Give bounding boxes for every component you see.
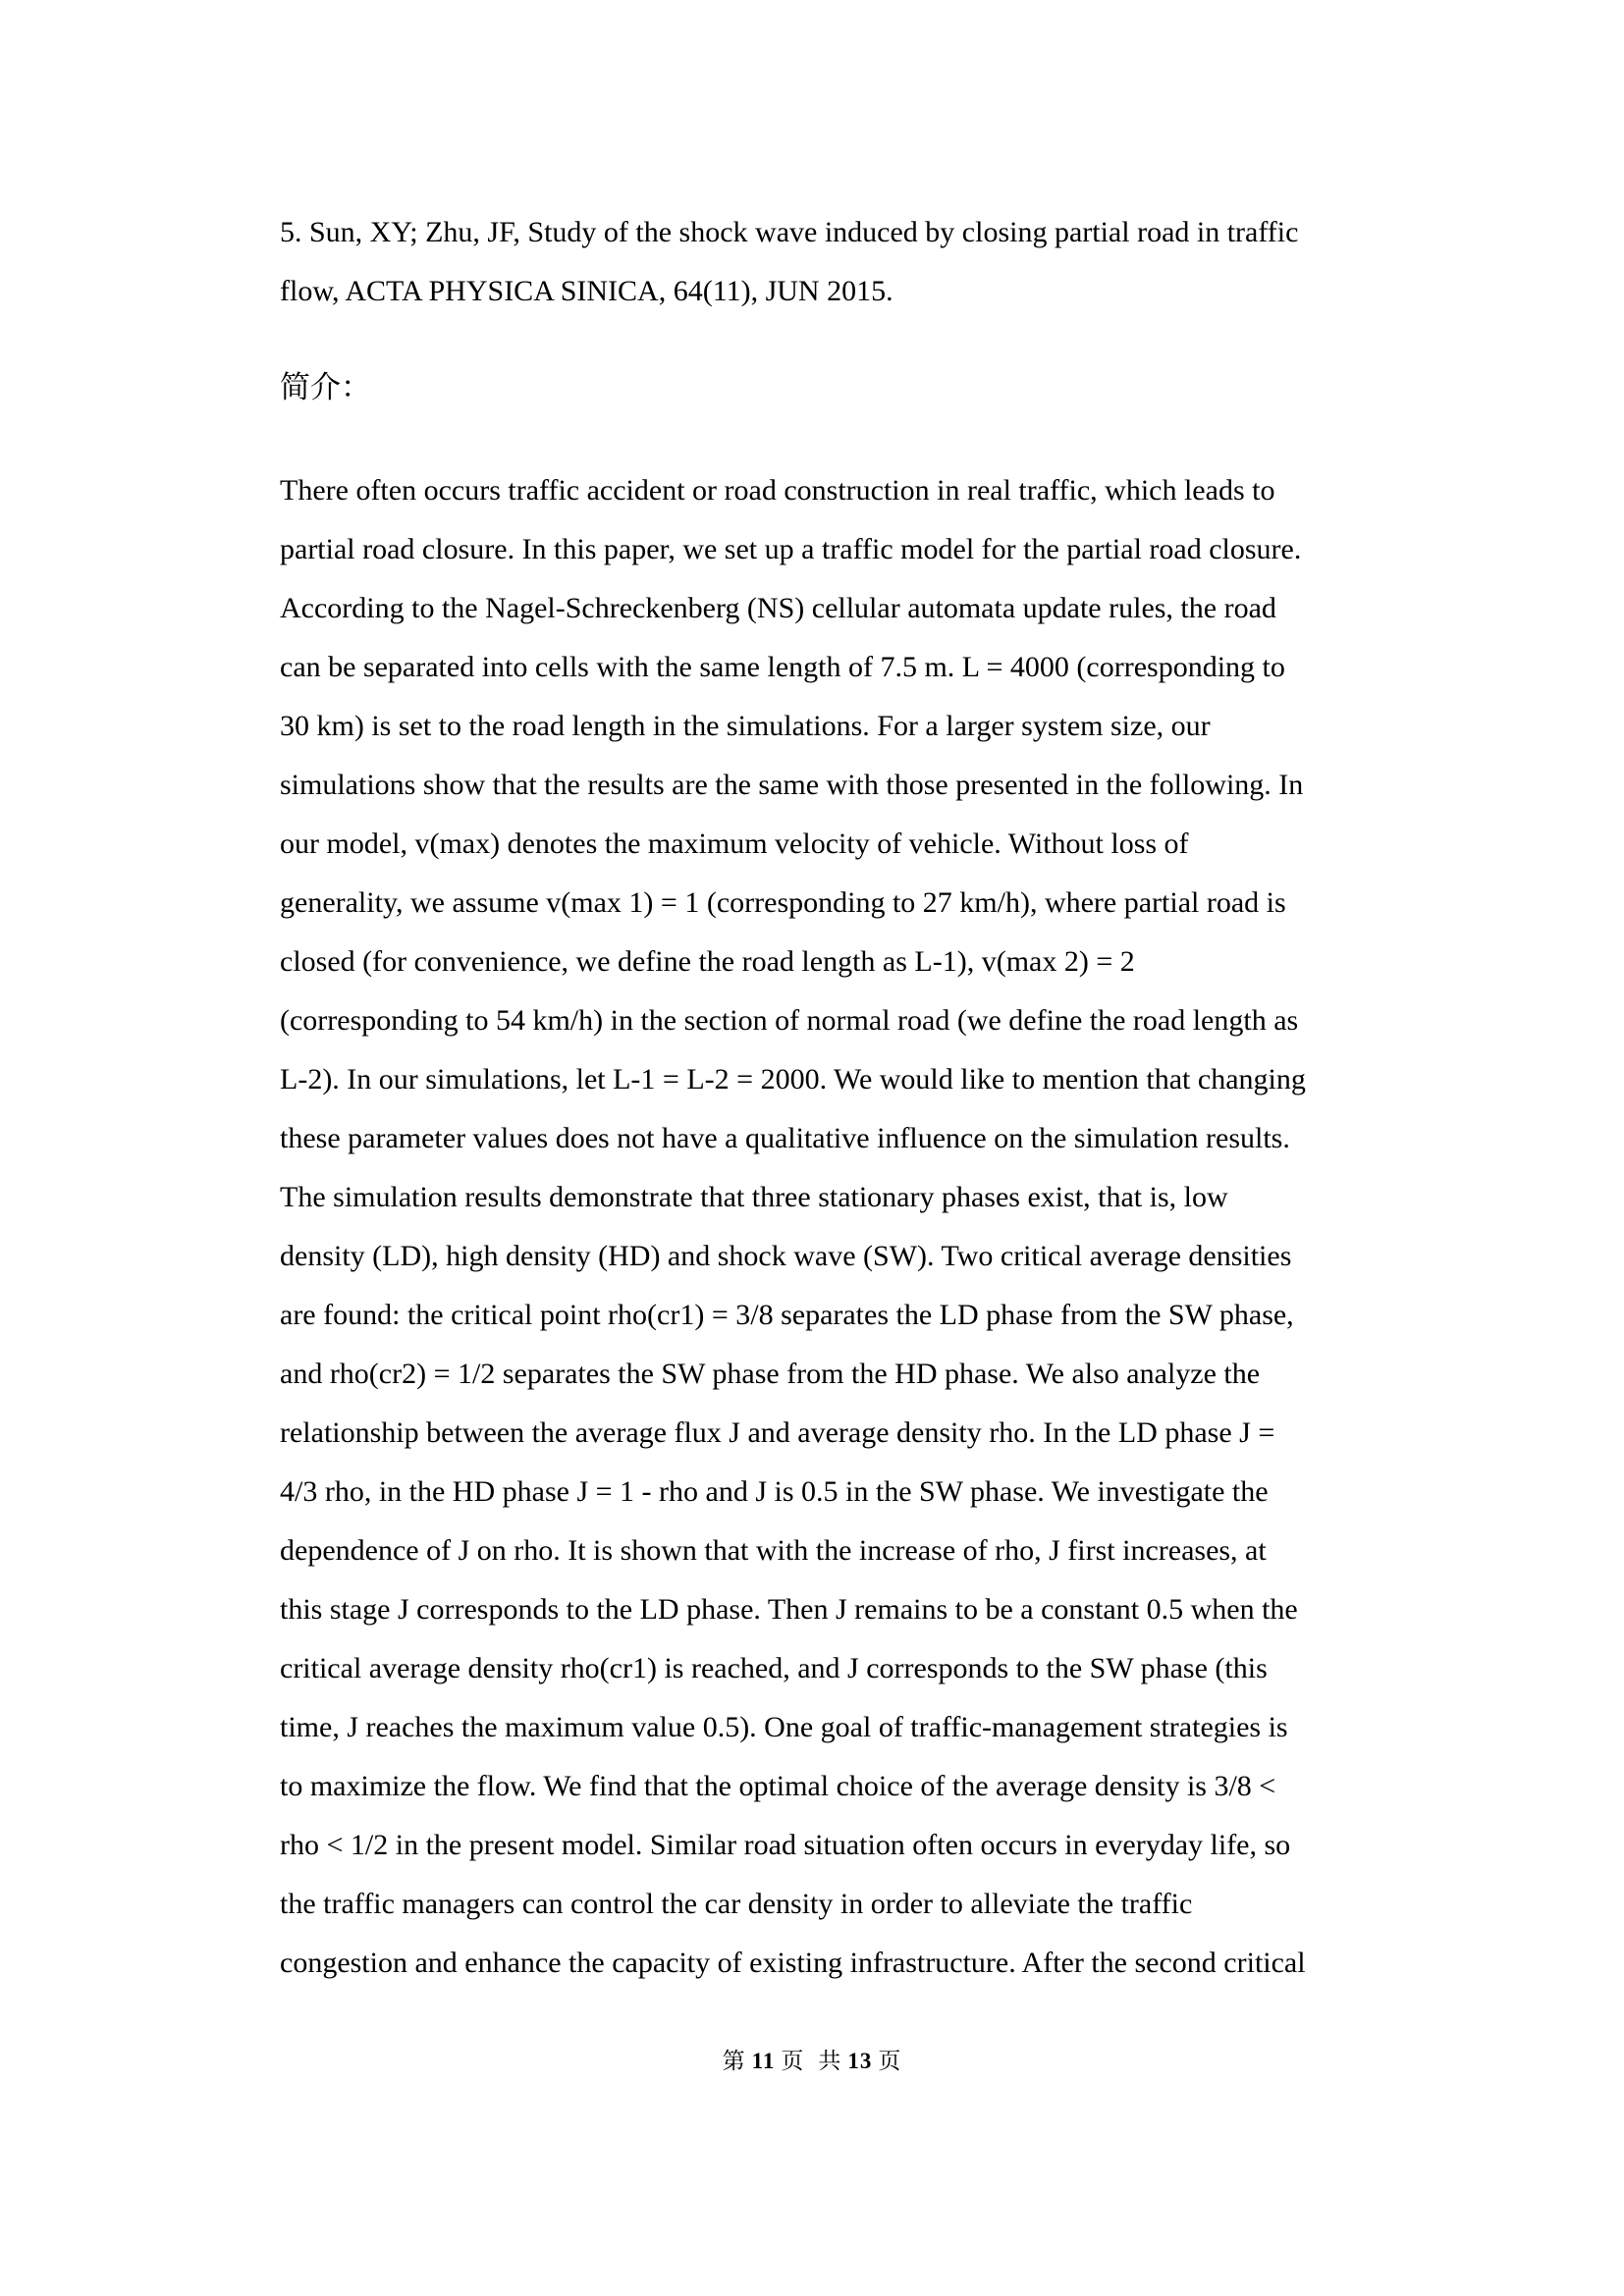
text-line: congestion and enhance the capacity of existing infrastructure. After the second critical (280, 1947, 1306, 1979)
reference-entry (280, 203, 1443, 321)
intro-label: 简介： (280, 370, 371, 404)
text-line: density (LD), high density (HD) and shock wave (SW). Two critical average densities (280, 1240, 1292, 1272)
text-line: closed (for convenience, we define the road length as L-1), v(max 2) = 2 (280, 945, 1135, 978)
abstract-paragraph (280, 461, 1443, 1993)
text-line: L-2). In our simulations, let L-1 = L-2 = 2000. We would like to mention that changing (280, 1063, 1306, 1095)
footer-label-ye: 页 (781, 2049, 805, 2073)
text-line: simulations show that the results are the same with those presented in the following. In (280, 769, 1304, 801)
text-line: (corresponding to 54 km/h) in the section of normal road (we define the road length as (280, 1004, 1299, 1037)
text-line: relationship between the average flux J and average density rho. In the LD phase J = (280, 1416, 1275, 1449)
text-line: the traffic managers can control the car density in order to alleviate the traffic (280, 1888, 1193, 1920)
text-line: and rho(cr2) = 1/2 separates the SW phase from the HD phase. We also analyze the (280, 1358, 1261, 1390)
text-line: are found: the critical point rho(cr1) = 3/8 separates the LD phase from the SW phase, (280, 1299, 1294, 1331)
text-line: can be separated into cells with the same length of 7.5 m. L = 4000 (corresponding to (280, 651, 1285, 683)
text-line: these parameter values does not have a qualitative influence on the simulation results. (280, 1122, 1290, 1154)
text-line: time, J reaches the maximum value 0.5). One goal of traffic-management strategies is (280, 1711, 1288, 1743)
text-line: The simulation results demonstrate that three stationary phases exist, that is, low (280, 1181, 1228, 1213)
text-line: 30 km) is set to the road length in the simulations. For a larger system size, our (280, 710, 1211, 742)
text-line: to maximize the flow. We find that the optimal choice of the average density is 3/8 < (280, 1770, 1276, 1802)
text-line: this stage J corresponds to the LD phase. Then J remains to be a constant 0.5 when the (280, 1593, 1298, 1626)
page-content (280, 203, 1443, 1993)
text-line: rho < 1/2 in the present model. Similar road situation often occurs in everyday life, so (280, 1829, 1291, 1861)
text-line: 4/3 rho, in the HD phase J = 1 - rho and J is 0.5 in the SW phase. We investigate the (280, 1475, 1269, 1508)
text-line: 5. Sun, XY; Zhu, JF, Study of the shock wave induced by closing partial road in traffic (280, 216, 1299, 248)
footer-label-ye-2: 页 (878, 2049, 902, 2073)
current-page-number: 11 (751, 2049, 776, 2073)
text-line: partial road closure. In this paper, we set up a traffic model for the partial road closure. (280, 533, 1302, 565)
text-line: flow, ACTA PHYSICA SINICA, 64(11), JUN 2015. (280, 275, 893, 307)
text-line: According to the Nagel-Schreckenberg (NS) cellular automata update rules, the road (280, 592, 1276, 624)
text-line: critical average density rho(cr1) is reached, and J corresponds to the SW phase (this (280, 1652, 1268, 1684)
text-line: dependence of J on rho. It is shown that with the increase of rho, J first increases, at (280, 1534, 1267, 1567)
footer-label-di: 第 (722, 2049, 746, 2073)
total-page-number: 13 (847, 2049, 873, 2073)
page-footer (0, 2045, 1624, 2078)
footer-label-gong: 共 (818, 2049, 842, 2073)
text-line: generality, we assume v(max 1) = 1 (corresponding to 27 km/h), where partial road is (280, 886, 1286, 919)
text-line: our model, v(max) denotes the maximum velocity of vehicle. Without loss of (280, 828, 1189, 860)
text-line: There often occurs traffic accident or road construction in real traffic, which leads to (280, 474, 1275, 507)
